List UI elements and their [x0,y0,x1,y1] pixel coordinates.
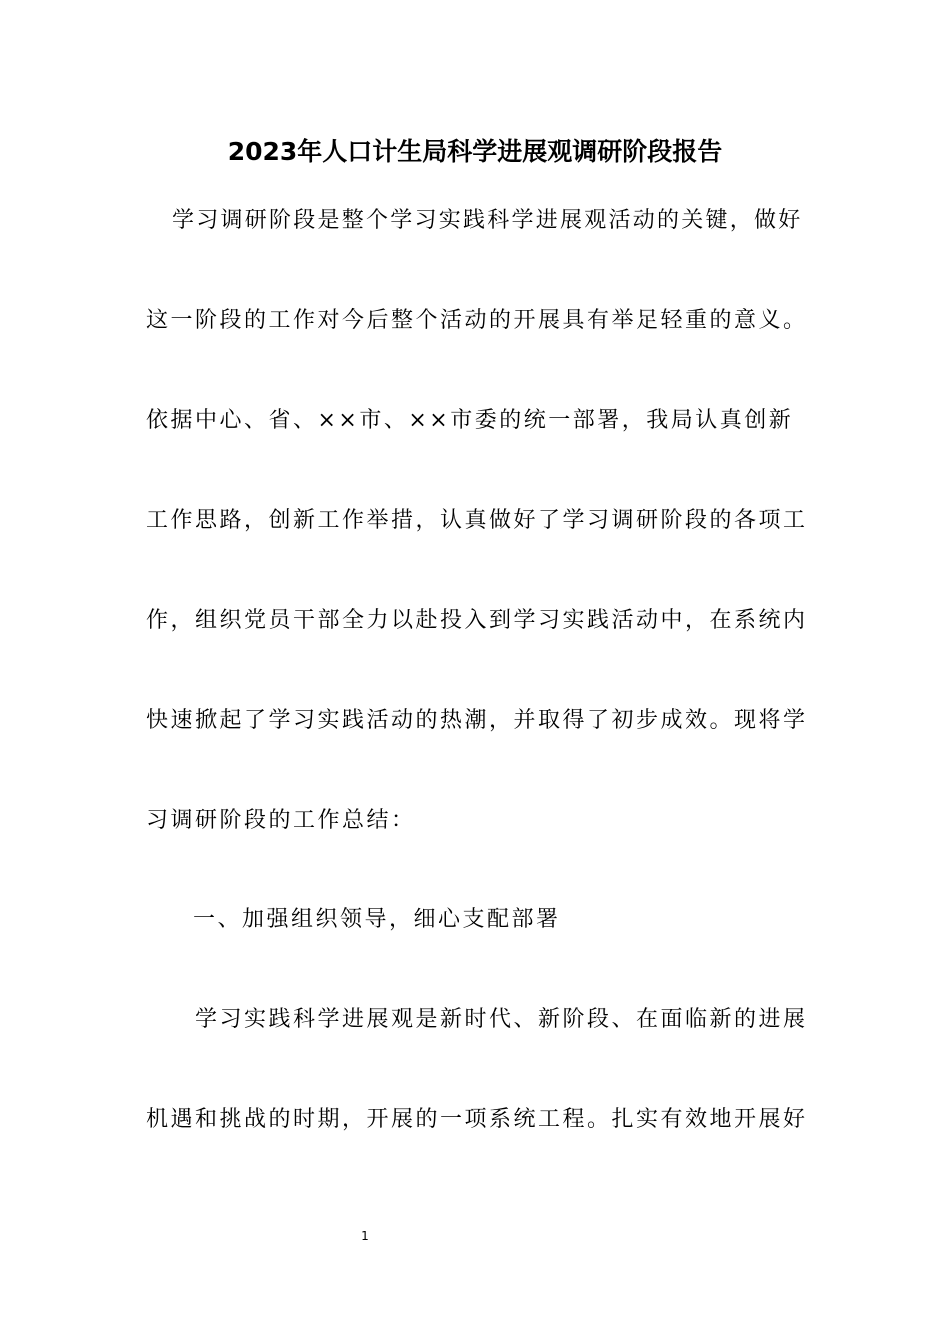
paragraph-line: 工作思路，创新工作举措，认真做好了学习调研阶段的各项工 [146,508,808,533]
page-number: 1 [361,1229,369,1243]
paragraph-line: 机遇和挑战的时期，开展的一项系统工程。扎实有效地开展好 [146,1107,808,1132]
section-heading: 一、加强组织领导，细心支配部署 [193,907,561,932]
paragraph-line: 依据中心、省、××市、××市委的统一部署，我局认真创新 [146,408,794,433]
paragraph-line: 快速掀起了学习实践活动的热潮，并取得了初步成效。现将学 [146,708,808,733]
paragraph-line: 习调研阶段的工作总结： [146,808,416,833]
paragraph-line: 学习实践科学进展观是新时代、新阶段、在面临新的进展 [195,1007,808,1032]
paragraph-line: 作，组织党员干部全力以赴投入到学习实践活动中，在系统内 [146,608,808,633]
paragraph-line: 这一阶段的工作对今后整个活动的开展具有举足轻重的意义。 [146,308,808,333]
paragraph-line: 学习调研阶段是整个学习实践科学进展观活动的关键，做好 [172,208,803,233]
document-title: 2023年人口计生局科学进展观调研阶段报告 [227,137,723,166]
